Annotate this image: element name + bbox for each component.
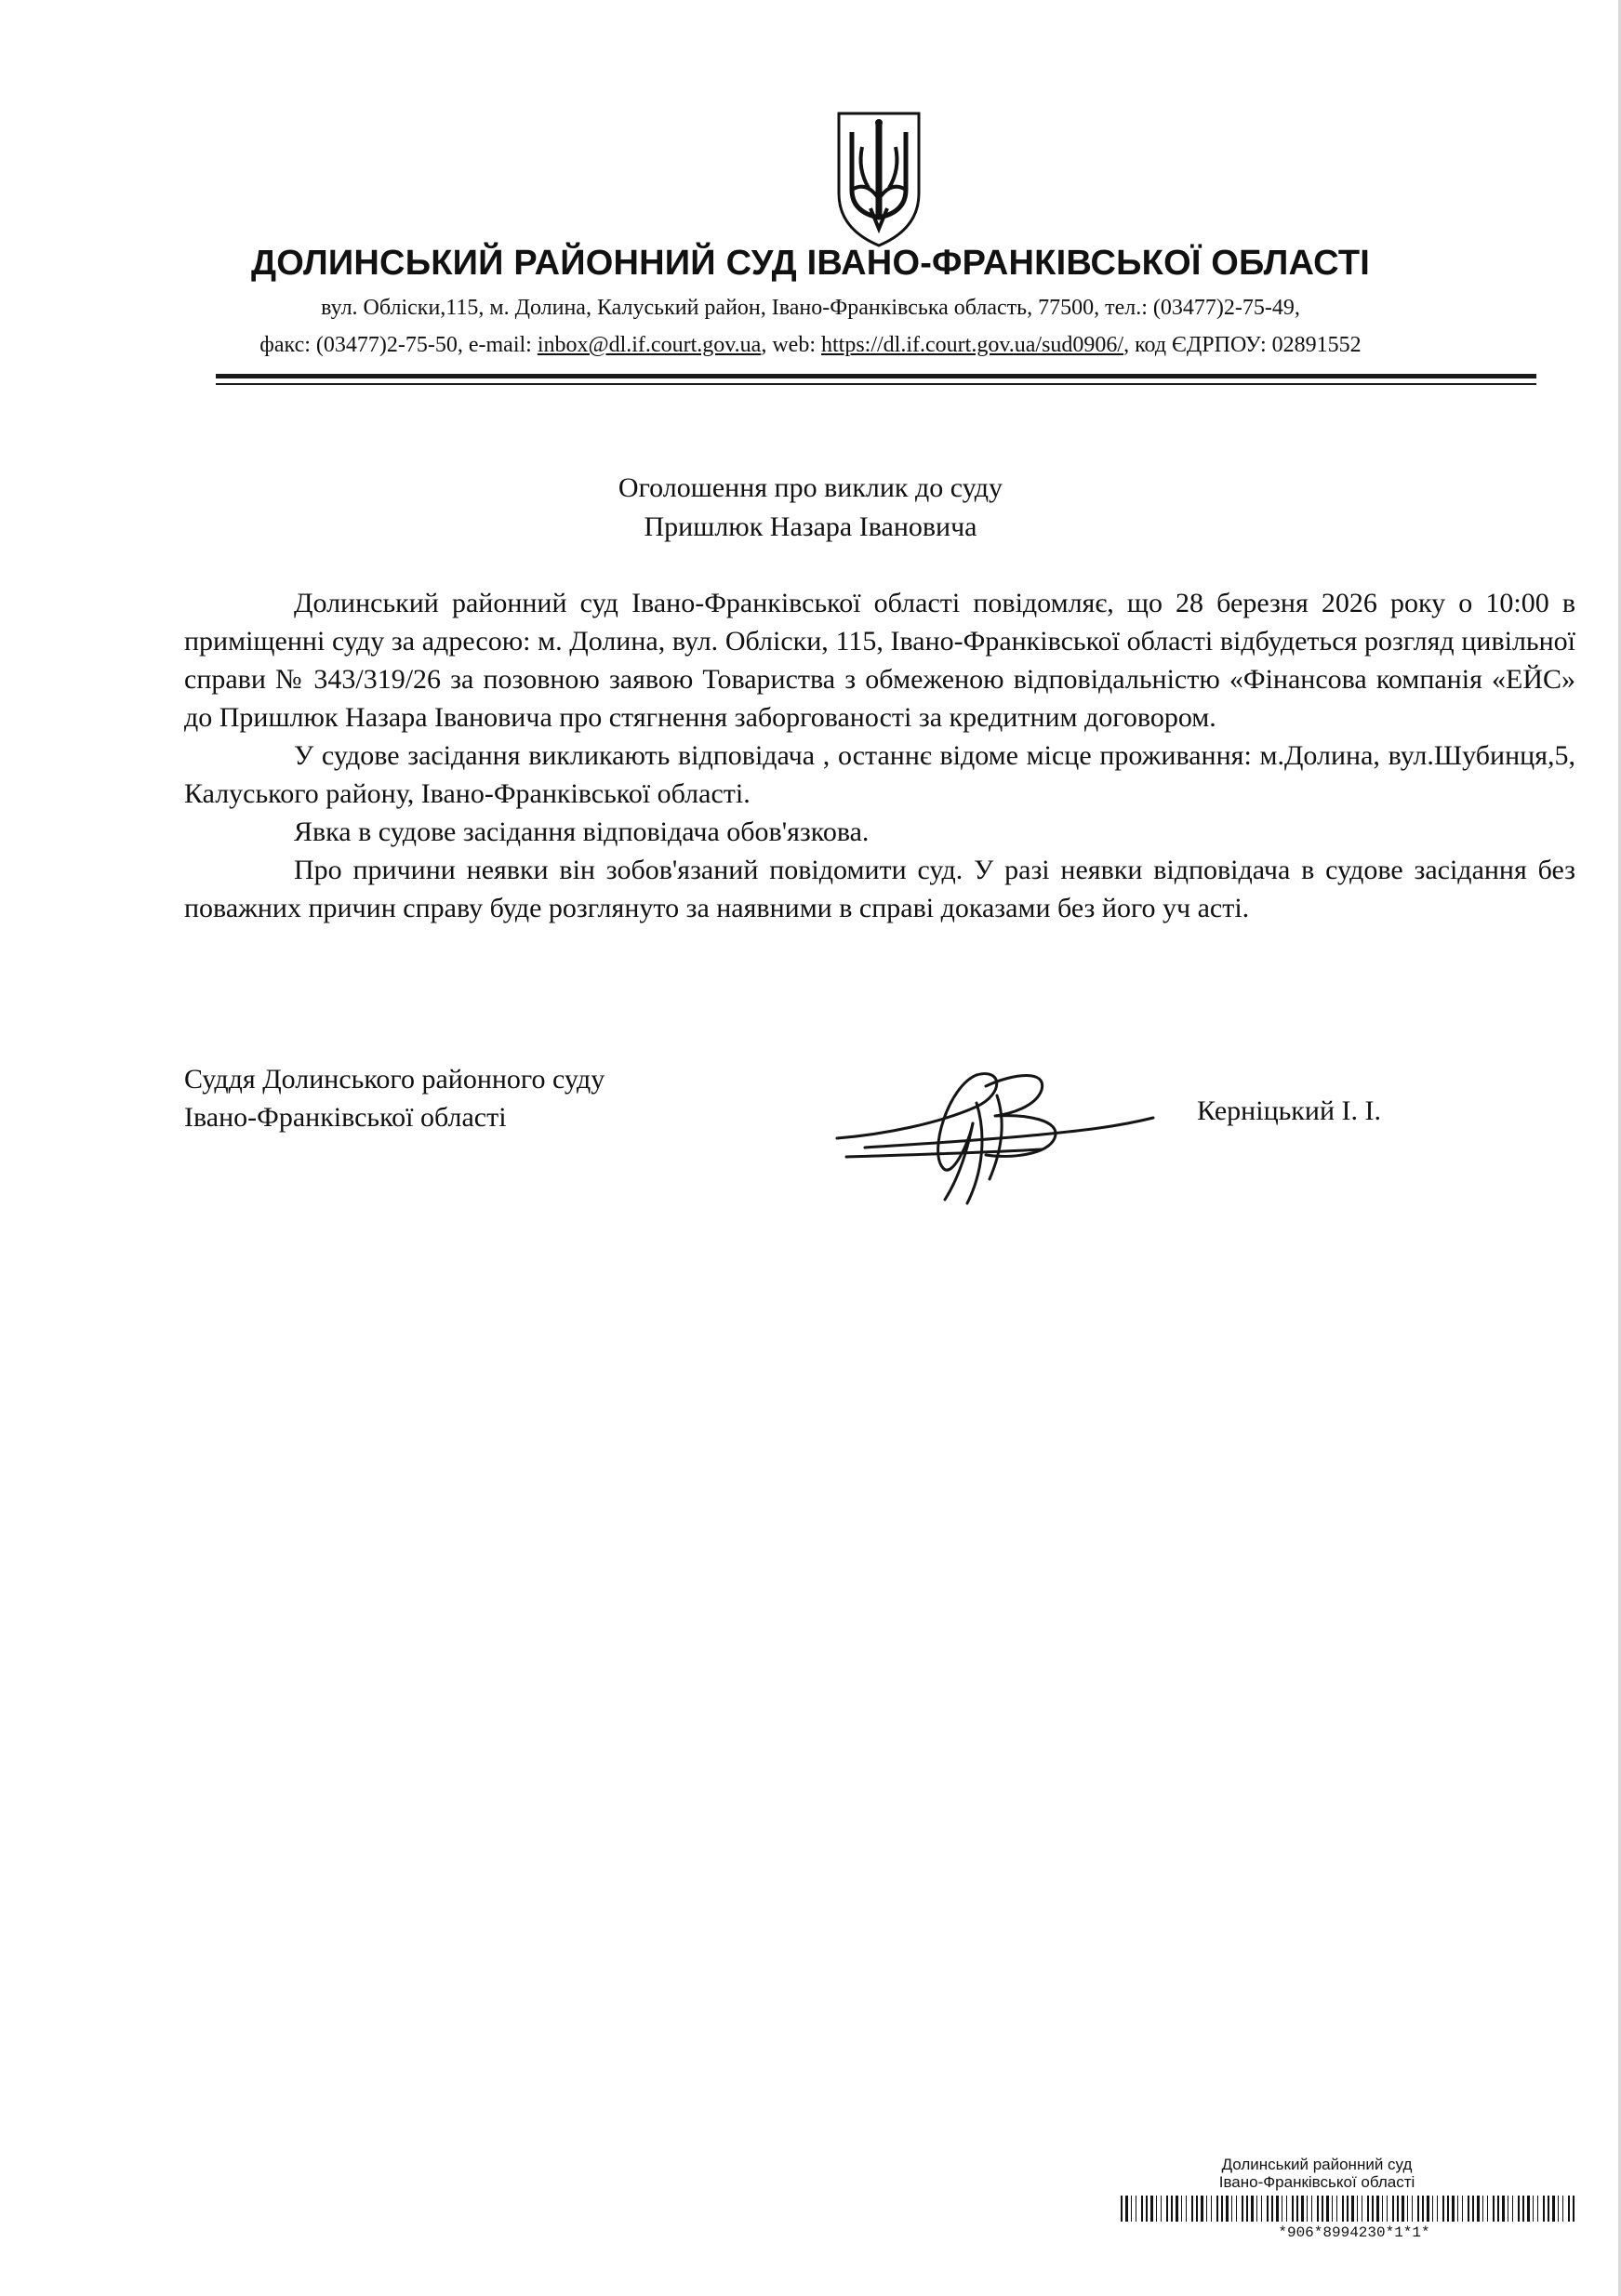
barcode-bar xyxy=(1171,2196,1173,2222)
barcode-bar xyxy=(1216,2196,1218,2222)
barcode-bar xyxy=(1326,2196,1329,2222)
barcode-bar xyxy=(1206,2196,1207,2222)
barcode-bar xyxy=(1427,2196,1429,2222)
barcode-bar xyxy=(1156,2196,1157,2222)
barcode-bar xyxy=(1402,2196,1404,2222)
barcode-bar xyxy=(1447,2196,1449,2222)
barcode-bar xyxy=(1397,2196,1399,2222)
barcode-bar xyxy=(1552,2196,1555,2222)
barcode-bar xyxy=(1412,2196,1413,2222)
barcode-bar xyxy=(1221,2196,1223,2222)
court-name: ДОЛИНСЬКИЙ РАЙОННИЙ СУД ІВАНО-ФРАНКІВСЬКОЇ ОБЛАСТІ xyxy=(250,244,1371,283)
barcode-bar xyxy=(1351,2196,1354,2222)
barcode-bar xyxy=(1502,2196,1505,2222)
barcode-bar xyxy=(1468,2196,1469,2222)
header-divider-thin xyxy=(216,383,1536,385)
barcode-bar xyxy=(1131,2196,1132,2222)
barcode-bar xyxy=(1367,2196,1369,2222)
barcode-bar xyxy=(1497,2196,1499,2222)
barcode-bar xyxy=(1276,2196,1279,2222)
barcode-bar xyxy=(1548,2196,1549,2222)
notice-body xyxy=(184,584,1575,927)
barcode-bar xyxy=(1487,2196,1488,2222)
barcode-bar xyxy=(1201,2196,1203,2222)
barcode-bar xyxy=(1141,2196,1143,2222)
barcode-bar xyxy=(1161,2196,1162,2222)
barcode-bar xyxy=(1392,2196,1394,2222)
barcode-bar xyxy=(1477,2196,1480,2222)
barcode-bar xyxy=(1271,2196,1273,2222)
barcode-bar xyxy=(1251,2196,1254,2222)
barcode-bar xyxy=(1121,2196,1123,2222)
trident-emblem-icon xyxy=(830,108,928,249)
barcode-bar xyxy=(1432,2196,1433,2222)
barcode-bar xyxy=(1150,2196,1153,2222)
barcode-bar xyxy=(1442,2196,1444,2222)
barcode-bar xyxy=(1342,2196,1344,2222)
judge-position xyxy=(184,1060,779,1136)
barcode-bar xyxy=(1562,2196,1563,2222)
barcode-bar xyxy=(1558,2196,1559,2222)
barcode-bar xyxy=(1336,2196,1337,2222)
judge-position-line: Івано-Франківської області xyxy=(184,1102,507,1133)
barcode-bar xyxy=(1311,2196,1312,2222)
barcode-bar xyxy=(1296,2196,1298,2222)
barcode-bar xyxy=(1452,2196,1455,2222)
barcode-bar xyxy=(1246,2196,1248,2222)
barcode xyxy=(1121,2196,1576,2222)
barcode-bar xyxy=(1226,2196,1229,2222)
barcode-bar xyxy=(1417,2196,1419,2222)
barcode-bar xyxy=(1307,2196,1308,2222)
barcode-bar xyxy=(1301,2196,1304,2222)
barcode-bar xyxy=(1372,2196,1374,2222)
barcode-bar xyxy=(1317,2196,1319,2222)
barcode-bar xyxy=(1537,2196,1538,2222)
barcode-bar xyxy=(1286,2196,1287,2222)
barcode-bar xyxy=(1407,2196,1408,2222)
barcode-bar xyxy=(1518,2196,1520,2222)
barcode-bar xyxy=(1125,2196,1128,2222)
barcode-bar xyxy=(1347,2196,1349,2222)
judge-position-line: Суддя Долинського районного суду xyxy=(184,1064,605,1095)
barcode-bar xyxy=(1236,2196,1237,2222)
judge-name: Керніцький І. І. xyxy=(1197,1095,1381,1126)
notice-paragraph: Про причини неявки він зобов'язаний повідомити суд. У разі неявки відповідача в судове засідання без поважних причин справу буде розглянуто за наявними в справі доказами без його уч асті. xyxy=(184,855,1575,923)
notice-defendant-name: Пришлюк Назара Івановича xyxy=(644,511,977,542)
fax-label: факс: (03477)2-75-50, e-mail: xyxy=(259,333,538,357)
stamp-court-line: Івано-Франківської області xyxy=(1218,2173,1415,2191)
barcode-bar xyxy=(1527,2196,1530,2222)
barcode-bar xyxy=(1186,2196,1187,2222)
website-link[interactable]: https://dl.if.court.gov.ua/sud0906/ xyxy=(821,333,1124,357)
registry-stamp xyxy=(1112,2156,1521,2191)
email-link[interactable]: inbox@dl.if.court.gov.ua xyxy=(537,333,762,357)
barcode-bar xyxy=(1166,2196,1168,2222)
handwritten-signature xyxy=(828,1049,1163,1209)
barcode-bar xyxy=(1482,2196,1483,2222)
barcode-bar xyxy=(1512,2196,1513,2222)
barcode-bar xyxy=(1457,2196,1458,2222)
barcode-bar xyxy=(1533,2196,1534,2222)
notice-title-line: Оголошення про виклик до суду xyxy=(618,472,1003,503)
barcode-bar xyxy=(1211,2196,1212,2222)
notice-paragraph: Явка в судове засідання відповідача обов'язкова. xyxy=(294,816,870,847)
barcode-bar xyxy=(1196,2196,1198,2222)
barcode-bar xyxy=(1322,2196,1323,2222)
court-contacts xyxy=(0,333,1621,358)
barcode-bar xyxy=(1462,2196,1463,2222)
notice-title xyxy=(0,469,1621,547)
barcode-bar xyxy=(1292,2196,1294,2222)
barcode-bar xyxy=(1146,2196,1148,2222)
barcode-bar xyxy=(1522,2196,1524,2222)
barcode-bar xyxy=(1267,2196,1269,2222)
barcode-bar xyxy=(1261,2196,1262,2222)
barcode-bar xyxy=(1568,2196,1570,2222)
barcode-bar xyxy=(1387,2196,1388,2222)
barcode-bar xyxy=(1231,2196,1232,2222)
barcode-bar xyxy=(1422,2196,1424,2222)
web-label: , web: xyxy=(761,333,821,357)
header-divider-thick xyxy=(216,374,1536,378)
barcode-bar xyxy=(1382,2196,1383,2222)
edrpou-code: , код ЄДРПОУ: 02891552 xyxy=(1123,333,1362,357)
barcode-bar xyxy=(1437,2196,1438,2222)
barcode-bar xyxy=(1493,2196,1495,2222)
barcode-bar xyxy=(1176,2196,1178,2222)
notice-paragraph: У судове засідання викликають відповідача , останнє відоме місце проживання: м.Долина, вул.Шубинця,5, Калуського району, Івано-Франківської області. xyxy=(184,740,1575,809)
barcode-number: *906*8994230*1*1* xyxy=(1278,2224,1430,2241)
barcode-bar xyxy=(1332,2196,1333,2222)
barcode-bar xyxy=(1472,2196,1474,2222)
barcode-bar xyxy=(1357,2196,1358,2222)
notice-paragraph: Долинський районний суд Івано-Франківської області повідомляє, що 28 березня 2026 року о 10:00 в приміщенні суду за адресою: м. Долина, вул. Обліски, 115, Івано-Франківської області відбудеться розгляд цивільної справи № 343/319/26 за позовною заявою Товариства з обмеженою відповідальністю «Фінансова компанія «ЕЙС» до Пришлюк Назара Івановича про стягнення заборгованості за кредитним договором. xyxy=(184,588,1575,733)
barcode-bar xyxy=(1573,2196,1574,2222)
court-address: вул. Обліски,115, м. Долина, Калуський район, Івано-Франківська область, 77500, тел.: (03477)2-75-49, xyxy=(321,296,1300,320)
barcode-bar xyxy=(1543,2196,1545,2222)
barcode-bar xyxy=(1242,2196,1243,2222)
barcode-bar xyxy=(1256,2196,1257,2222)
stamp-court-line: Долинський районний суд xyxy=(1221,2156,1413,2173)
barcode-bar xyxy=(1376,2196,1379,2222)
barcode-bar xyxy=(1191,2196,1193,2222)
barcode-bar xyxy=(1181,2196,1182,2222)
